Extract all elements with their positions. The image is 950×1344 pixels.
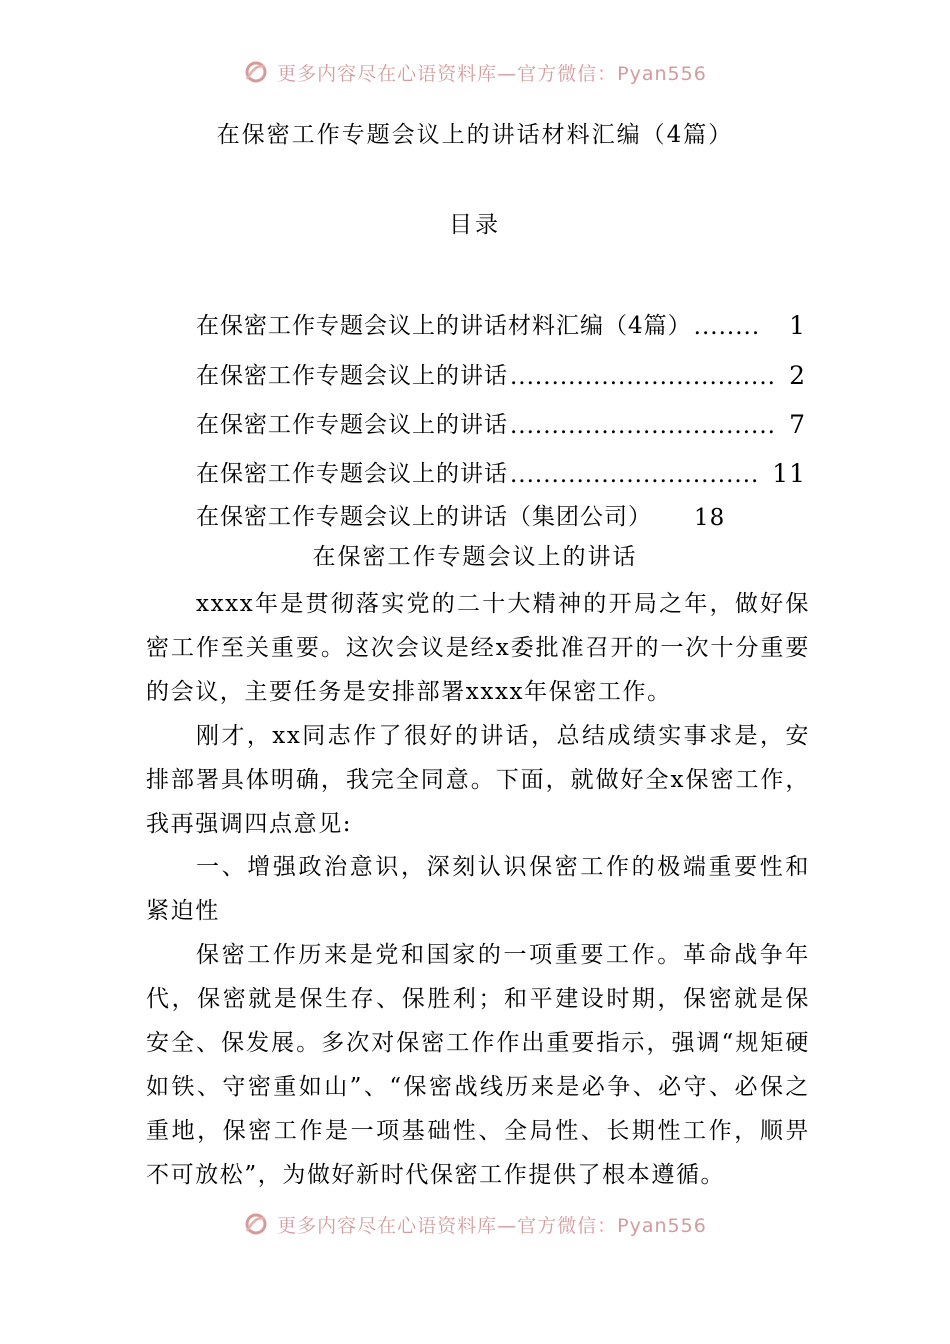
document-title: 在保密工作专题会议上的讲话材料汇编（4篇） [216,122,734,148]
watermark-header [0,57,950,87]
body-text [146,583,810,1198]
watermark-text: 更多内容尽在心语资料库—官方微信：Pyan556 [277,1214,707,1237]
brand-logo-icon [243,59,269,85]
toc-entry-title: 在保密工作专题会议上的讲话 [196,461,508,487]
toc-entry[interactable] [196,448,806,488]
toc-entry-title: 在保密工作专题会议上的讲话（集团公司） [196,504,652,530]
toc-leader-dots: ................................ [510,364,776,390]
section-title: 在保密工作专题会议上的讲话 [312,544,638,570]
toc-leader-dots: .............................. [510,462,760,488]
toc-leader-dots: ........ [693,314,761,340]
paragraph: 保密工作历来是党和国家的一项重要工作。革命战争年代，保密就是保生存、保胜利；和平建设时期，保密就是保安全、保发展。多次对保密工作作出重要指示，强调“规矩硬如铁、守密重如山”、“保密战线历来是必争、必守、必保之重地，保密工作是一项基础性、全局性、长期性工作，顺畀不可放松”，为做好新时代保密工作提供了根本遵循。 [146,942,810,1188]
toc-entry-title: 在保密工作专题会议上的讲话 [196,412,508,438]
toc-heading: 目录 [449,212,501,238]
toc-entry-title: 在保密工作专题会议上的讲话 [196,363,508,389]
watermark-footer [0,1209,950,1239]
toc-entry[interactable] [196,350,806,390]
paragraph: 刚才，xx同志作了很好的讲话，总结成绩实事求是，安排部署具体明确，我完全同意。下面，就做好全x保密工作，我再强调四点意见: [146,722,810,837]
toc-page-number: 11 [772,459,806,488]
brand-logo-icon [243,1211,269,1237]
toc-entry[interactable] [196,300,806,340]
toc-leader-dots: ................................ [510,413,776,439]
toc-page-number: 2 [789,361,806,390]
watermark-text: 更多内容尽在心语资料库—官方微信：Pyan556 [277,62,707,85]
toc-page-number: 7 [789,410,806,439]
toc-entry[interactable] [196,399,806,439]
section-subheading: 一、增强政治意识，深刻认识保密工作的极端重要性和紧迫性 [146,854,810,925]
toc-entry-title: 在保密工作专题会议上的讲话材料汇编（4篇） [196,313,692,339]
toc-entry[interactable] [196,491,725,531]
toc-page-number: 18 [694,505,726,531]
toc-page-number: 1 [789,311,806,340]
paragraph: xxxx年是贯彻落实党的二十大精神的开局之年，做好保密工作至关重要。这次会议是经x委批准召开的一次十分重要的会议，主要任务是安排部署xxxx年保密工作。 [146,591,810,705]
